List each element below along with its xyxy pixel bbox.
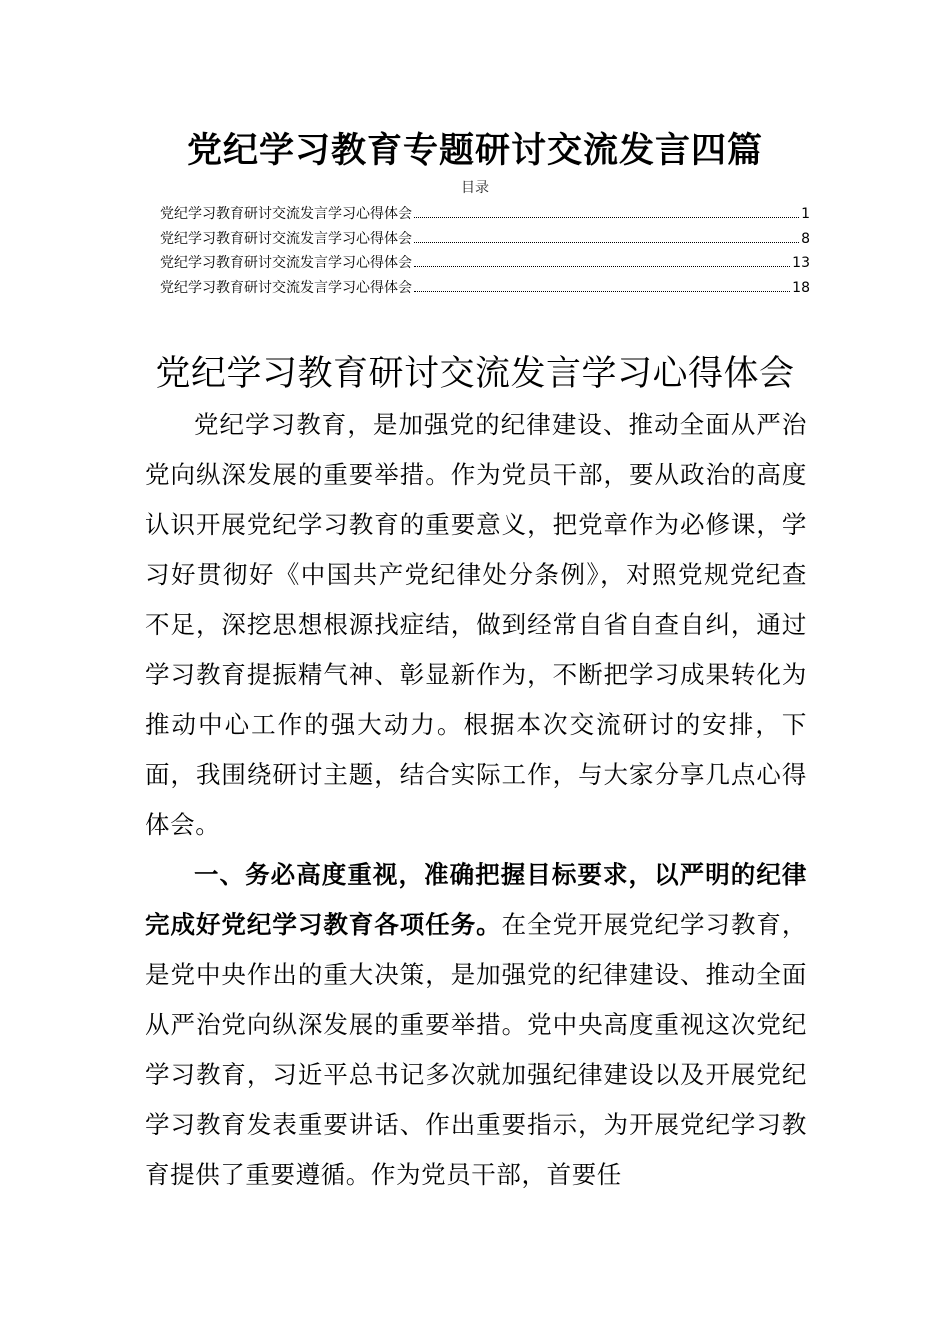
- toc-entry[interactable]: [160, 251, 810, 276]
- toc-leader-dots: [414, 217, 799, 218]
- toc-entry-title: 党纪学习教育研讨交流发言学习心得体会: [160, 255, 412, 271]
- toc-entry-page: 1: [801, 206, 810, 222]
- document-title: 党纪学习教育专题研讨交流发言四篇: [186, 131, 763, 171]
- toc-leader-dots: [414, 266, 790, 267]
- toc-entry-title: 党纪学习教育研讨交流发言学习心得体会: [160, 206, 412, 222]
- toc-entry-page: 8: [801, 230, 810, 247]
- toc-entry-page: 13: [792, 255, 810, 271]
- toc-leader-dots: [414, 242, 799, 243]
- toc-entry-page: 18: [792, 279, 810, 296]
- table-of-contents: [160, 202, 810, 300]
- toc-entry-title: 党纪学习教育研讨交流发言学习心得体会: [160, 279, 412, 296]
- toc-entry[interactable]: [160, 202, 810, 227]
- paragraph-heading: 一、务必高度重视，准确把握目标要求，以严明的纪律完成好党纪学习教育各项任务。: [145, 860, 807, 939]
- body-paragraph: [145, 850, 807, 1200]
- section-title: 党纪学习教育研讨交流发言学习心得体会: [155, 354, 795, 394]
- toc-leader-dots: [414, 291, 790, 292]
- body-paragraph: 党纪学习教育，是加强党的纪律建设、推动全面从严治党向纵深发展的重要举措。作为党员干部，要从政治的高度认识开展党纪学习教育的重要意义，把党章作为必修课，学习好贯彻好《中国共产党纪律处分条例》，对照党规党纪查不足，深挖思想根源找症结，做到经常自省自查自纠，通过学习教育提振精气神、彰显新作为，不断把学习成果转化为推动中心工作的强大动力。根据本次交流研讨的安排，下面，我围绕研讨主题，结合实际工作，与大家分享几点心得体会。: [145, 410, 807, 839]
- toc-entry[interactable]: [160, 276, 810, 301]
- toc-heading: 目录: [461, 180, 489, 196]
- toc-entry-title: 党纪学习教育研讨交流发言学习心得体会: [160, 230, 412, 247]
- toc-entry[interactable]: [160, 227, 810, 252]
- paragraph-text: 在全党开展党纪学习教育，是党中央作出的重大决策，是加强党的纪律建设、推动全面从严治党向纵深发展的重要举措。党中央高度重视这次党纪学习教育，习近平总书记多次就加强纪律建设以及开展党纪学习教育发表重要讲话、作出重要指示，为开展党纪学习教育提供了重要遵循。作为党员干部，首要任: [145, 910, 808, 1189]
